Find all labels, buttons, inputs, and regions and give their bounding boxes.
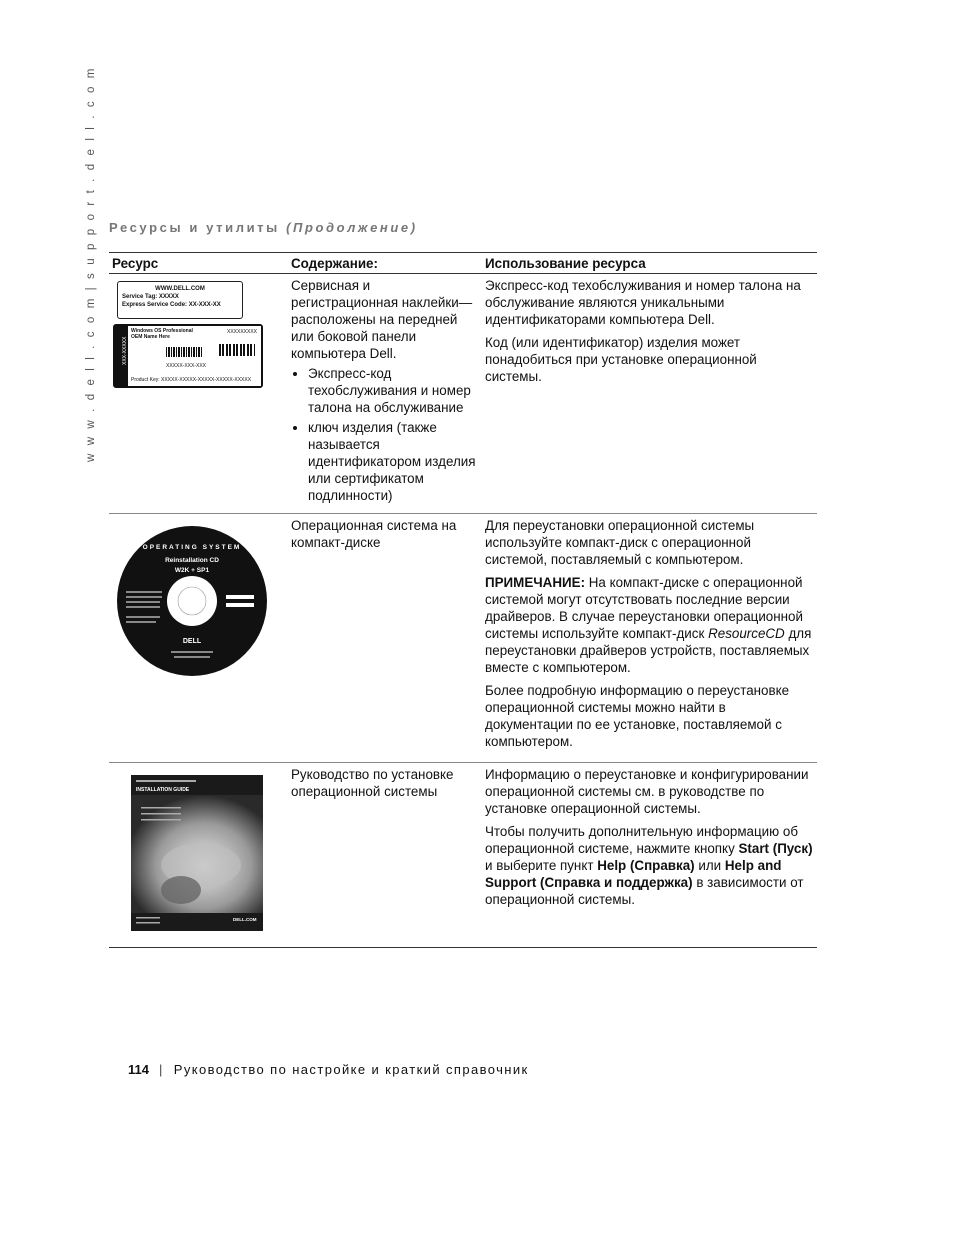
usage-text: и выберите пункт: [485, 858, 594, 873]
content-cell: [288, 763, 482, 948]
start-menu-label: Start (Пуск): [738, 841, 813, 856]
cd-version: W2K + SP1: [174, 567, 210, 574]
sidebar-url-text: w w w . d e l l . c o m | s u p p o r t . d e l l . c o m: [85, 66, 97, 462]
content-text: Операционная система на компакт-диске: [291, 518, 457, 550]
content-text: Руководство по установке операционной системы: [291, 767, 454, 799]
content-list: [291, 365, 479, 504]
table-row: [109, 763, 817, 948]
header-resource: Ресурс: [109, 253, 288, 274]
content-cell: [288, 274, 482, 514]
content-cell: [288, 514, 482, 763]
sidebar-url: [85, 66, 99, 467]
usage-paragraph: Экспресс-код техобслуживания и номер талона на обслуживание являются уникальными идентификаторами компьютера Dell.: [485, 278, 801, 327]
usage-paragraph: Более подробную информацию о переустановке операционной системы можно найти в документации по ее установке, поставляемой с компьютером.: [485, 683, 790, 749]
note-paragraph: [485, 574, 814, 676]
guide-brand: DELL.COM: [233, 917, 257, 922]
guide-title: INSTALLATION GUIDE: [136, 787, 190, 793]
sticker-serial: XXXXXXXXX: [226, 329, 257, 335]
page-footer: [128, 1062, 529, 1077]
section-title-text: Ресурсы и утилиты: [109, 220, 280, 235]
usage-paragraph: [485, 823, 814, 908]
resource-cell: [109, 514, 288, 763]
sticker-service-tag: Service Tag: XXXXX: [122, 294, 179, 300]
list-item: • Экспресс-код техобслуживания и номер талона на обслуживание: [308, 365, 479, 416]
sticker-code-small: XXXXX-XXX-XXX: [166, 363, 207, 369]
note-label: ПРИМЕЧАНИЕ:: [485, 575, 586, 590]
list-item: • ключ изделия (также называется идентификатором изделия или сертификатом подлинности): [308, 419, 479, 504]
header-content: Содержание:: [288, 253, 482, 274]
cd-brand: DELL: [182, 638, 202, 645]
usage-cell: [482, 274, 817, 514]
note-text-b: для переустановки драйверов устройств, поставляемых вместе с компьютером.: [485, 626, 812, 675]
os-cd-image: [116, 525, 268, 677]
barcode-icon: [166, 347, 202, 357]
sticker-oem: OEM Name Here: [131, 334, 170, 340]
table-row: [109, 514, 817, 763]
header-usage: Использование ресурса: [482, 253, 817, 274]
sticker-product-key: Product Key: XXXXX-XXXXX-XXXXX-XXXXX-XXXXX: [131, 377, 252, 383]
usage-paragraph: Код (или идентификатор) изделия может понадобиться при установке операционной системы.: [485, 335, 757, 384]
footer-title: Руководство по настройке и краткий справочник: [173, 1062, 529, 1077]
help-label: Help (Справка): [597, 858, 695, 873]
sticker-os-name: Windows OS Professional: [131, 328, 193, 334]
note-resourcecd: ResourceCD: [708, 626, 785, 641]
table-row: [109, 274, 817, 514]
usage-cell: [482, 763, 817, 948]
resource-cell: [109, 274, 288, 514]
section-title-suffix: (Продолжение): [286, 220, 418, 235]
page-number: 114: [128, 1062, 149, 1077]
usage-paragraph: Информацию о переустановке и конфигурировании операционной системы см. в руководстве по установке операционной системы.: [485, 767, 809, 816]
usage-text: или: [698, 858, 722, 873]
hologram-icon: [219, 344, 255, 356]
help-support-label: Help and Support (Справка и поддержка): [485, 858, 782, 890]
section-title: [109, 220, 418, 235]
usage-cell: [482, 514, 817, 763]
service-sticker-image: [112, 279, 262, 389]
sticker-express-code: Express Service Code: XX-XXX-XX: [122, 302, 221, 308]
cd-header: OPERATING SYSTEM: [142, 544, 242, 551]
installation-guide-image: [131, 775, 263, 931]
footer-separator: |: [158, 1062, 164, 1077]
table-header-row: [109, 253, 817, 274]
cd-title: Reinstallation CD: [165, 557, 219, 564]
usage-text: Чтобы получить дополнительную информацию об операционной системе, нажмите кнопку: [485, 824, 799, 856]
sticker-site: WWW.DELL.COM: [155, 286, 205, 292]
service-tag-sticker: [117, 281, 243, 319]
usage-text: в зависимости от операционной системы.: [485, 875, 804, 907]
content-text: Сервисная и регистрационная наклейки—расположены на передней или боковой панели компьютера Dell.: [291, 278, 473, 361]
resource-cell: [109, 763, 288, 948]
resources-table: [109, 252, 817, 948]
coa-sticker: [113, 324, 263, 388]
note-text-a: На компакт-диске с операционной системой могут отсутствовать последние версии драйверов. В случае переустановки операционной системы используйте компакт-диск: [485, 575, 803, 641]
usage-paragraph: Для переустановки операционной системы используйте компакт-диск с операционной системой, поставляемый с компьютером.: [485, 518, 755, 567]
sticker-side-code: XXX-XXXXX: [122, 336, 128, 365]
